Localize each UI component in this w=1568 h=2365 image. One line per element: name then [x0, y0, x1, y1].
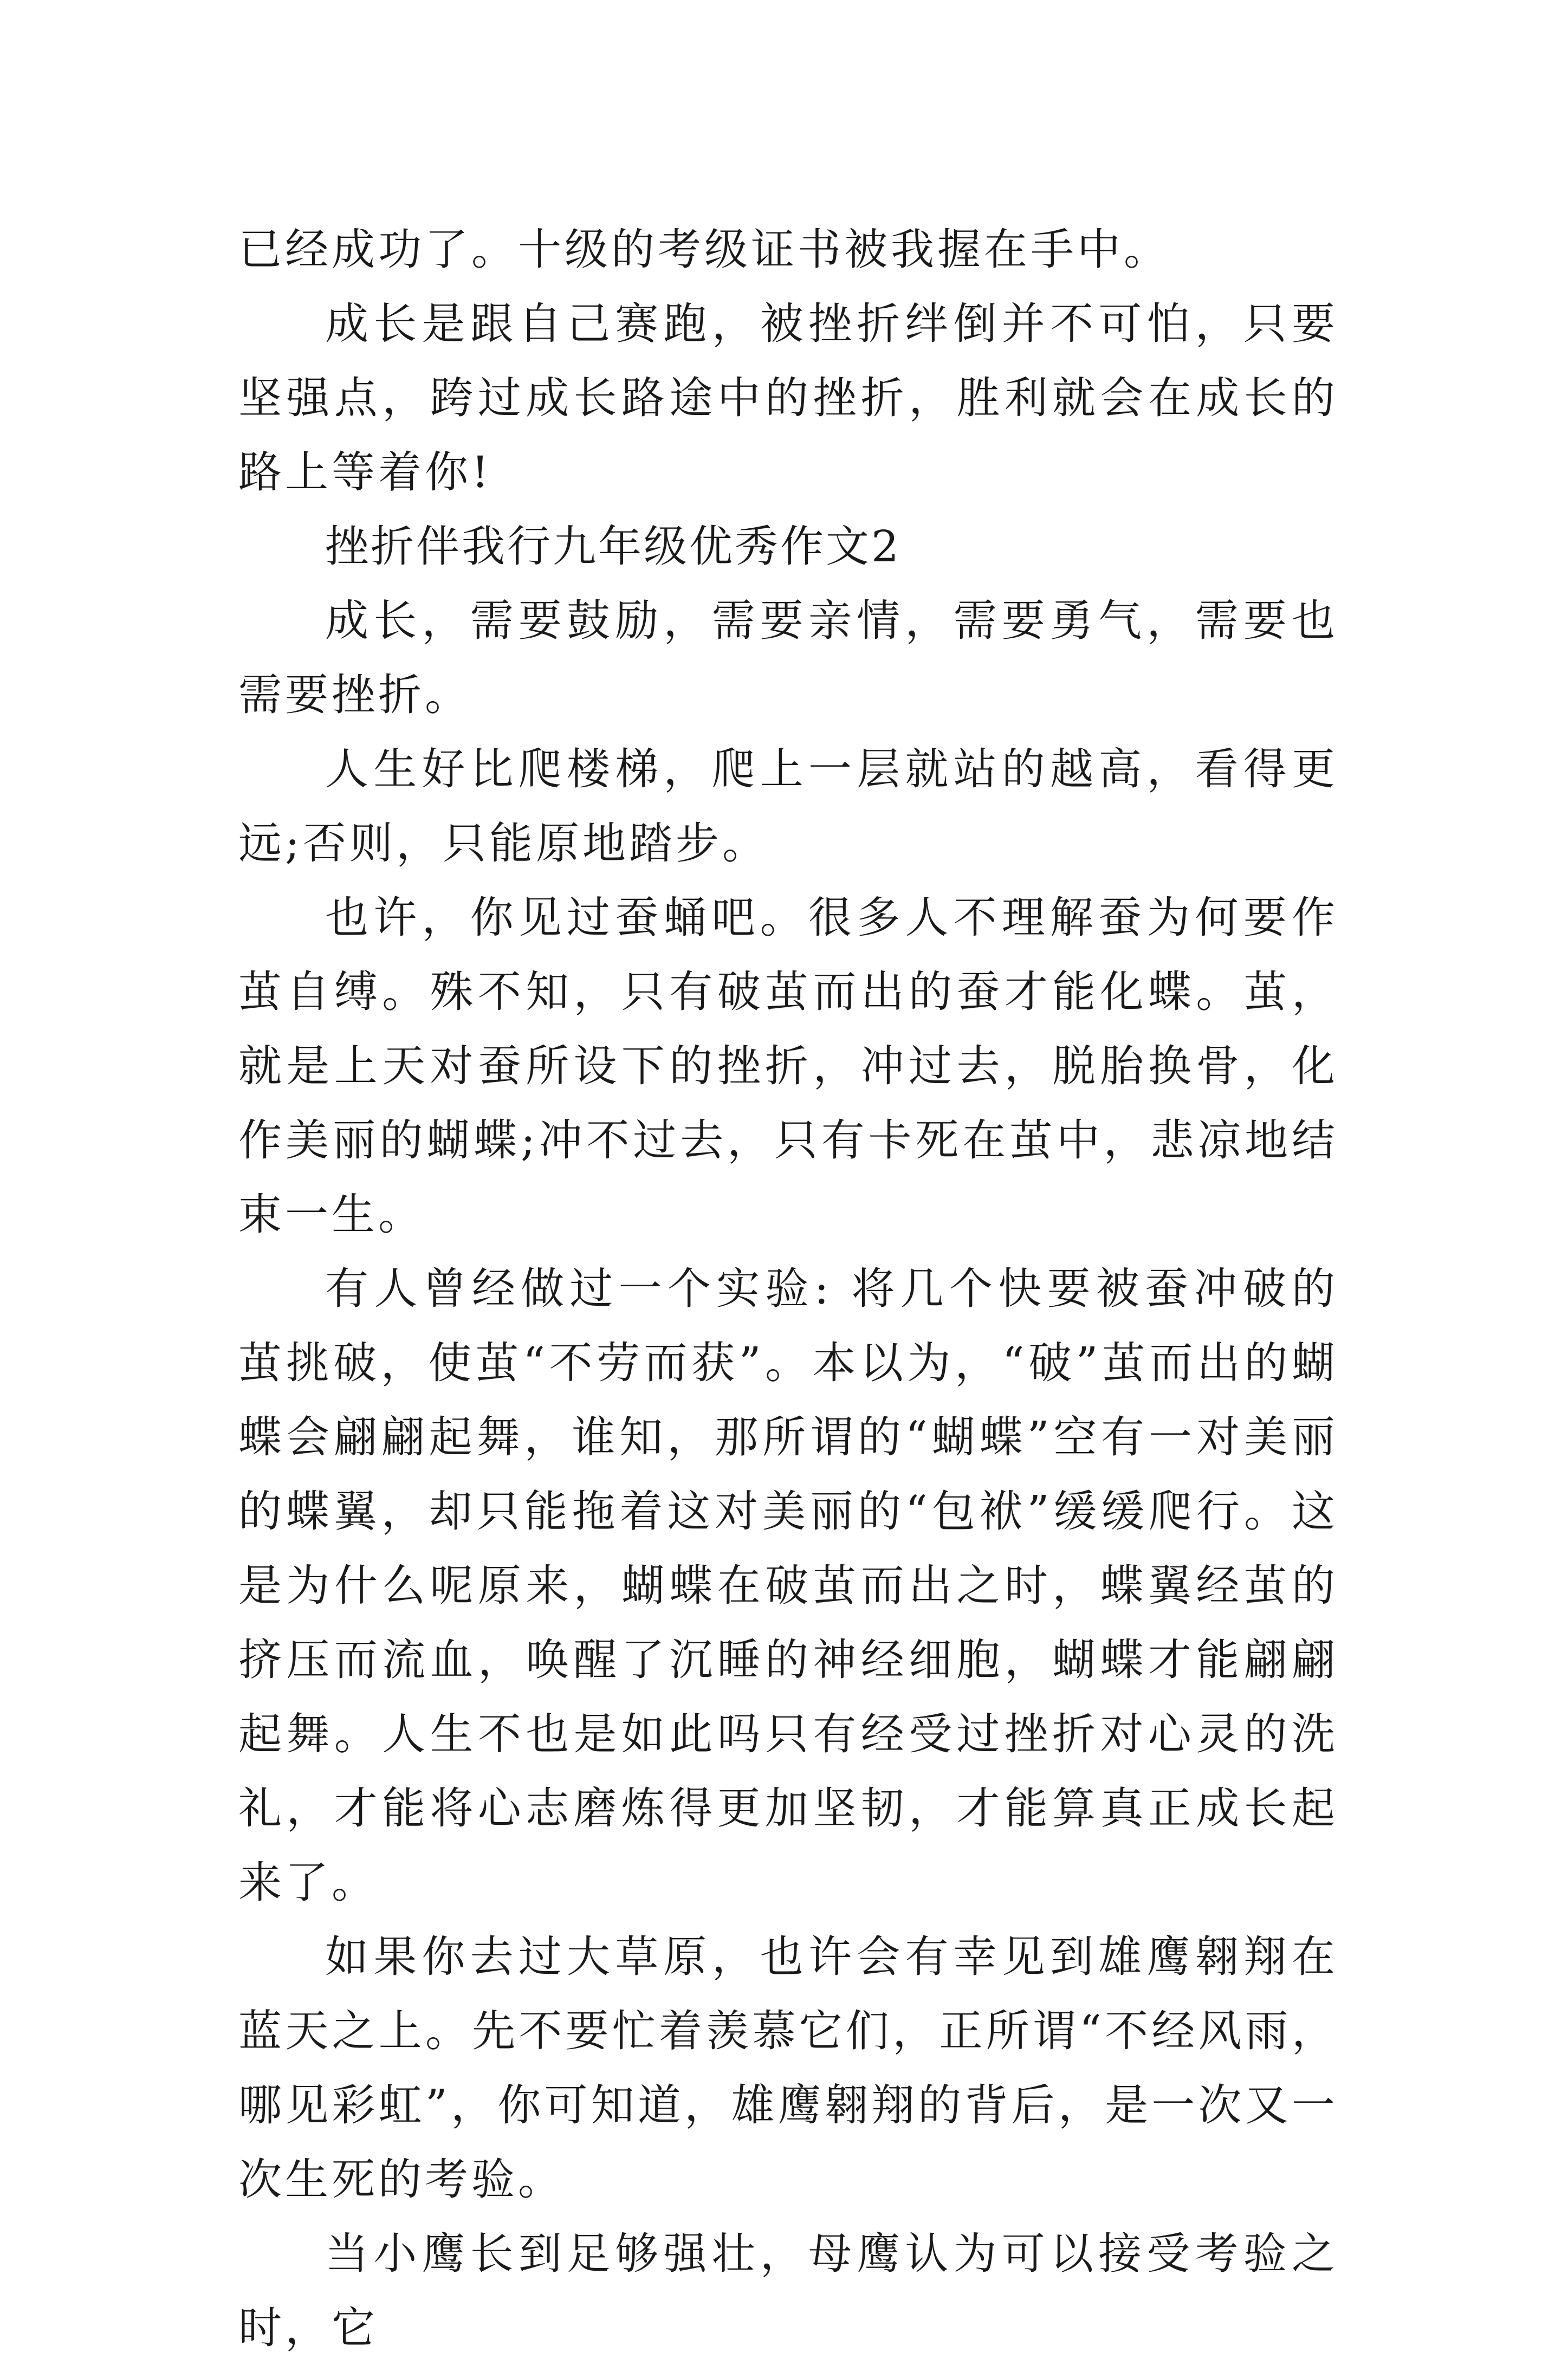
- paragraph: 当小鹰长到足够强壮，母鹰认为可以接受考验之时，它: [238, 2228, 1338, 2353]
- paragraph: 有人曾经做过一个实验: 将几个快要被蚕冲破的茧挑破，使茧“不劳而获”。本以为，“破”茧而出的蝴蝶会翩翩起舞，谁知，那所谓的“蝴蝶”空有一对美丽的蝶翼，却只能拖着这对美丽的“包袱”缓缓爬行。这是为什么呢原来，蝴蝶在破茧而出之时，蝶翼经茧的挤压而流血，唤醒了沉睡的神经细胞，蝴蝶才能翩翩起舞。人生不也是如此吗只有经受过挫折对心灵的洗礼，才能将心志磨炼得更加坚韧，才能算真正成长起来了。: [238, 1264, 1338, 1908]
- paragraph: 如果你去过大草原，也许会有幸见到雄鹰翱翔在蓝天之上。先不要忙着羡慕它们，正所谓“不经风雨，哪见彩虹”，你可知道，雄鹰翱翔的背后，是一次又一次生死的考验。: [238, 1932, 1338, 2205]
- paragraph: 人生好比爬楼梯，爬上一层就站的越高，看得更远;否则，只能原地踏步。: [238, 744, 1338, 869]
- section-title: 挫折伴我行九年级优秀作文2: [325, 521, 901, 572]
- paragraph-continuation: 已经成功了。十级的考级证书被我握在手中。: [238, 224, 1170, 275]
- document-body: [238, 212, 1338, 2365]
- paragraph: 成长是跟自己赛跑，被挫折绊倒并不可怕，只要坚强点，跨过成长路途中的挫折，胜利就会在成长的路上等着你!: [238, 299, 1338, 497]
- paragraph: 成长，需要鼓励，需要亲情，需要勇气，需要也需要挫折。: [238, 595, 1338, 720]
- paragraph: 也许，你见过蚕蛹吧。很多人不理解蚕为何要作茧自缚。殊不知，只有破茧而出的蚕才能化蝶。茧，就是上天对蚕所设下的挫折，冲过去，脱胎换骨，化作美丽的蝴蝶;冲不过去，只有卡死在茧中，悲凉地结束一生。: [238, 892, 1338, 1240]
